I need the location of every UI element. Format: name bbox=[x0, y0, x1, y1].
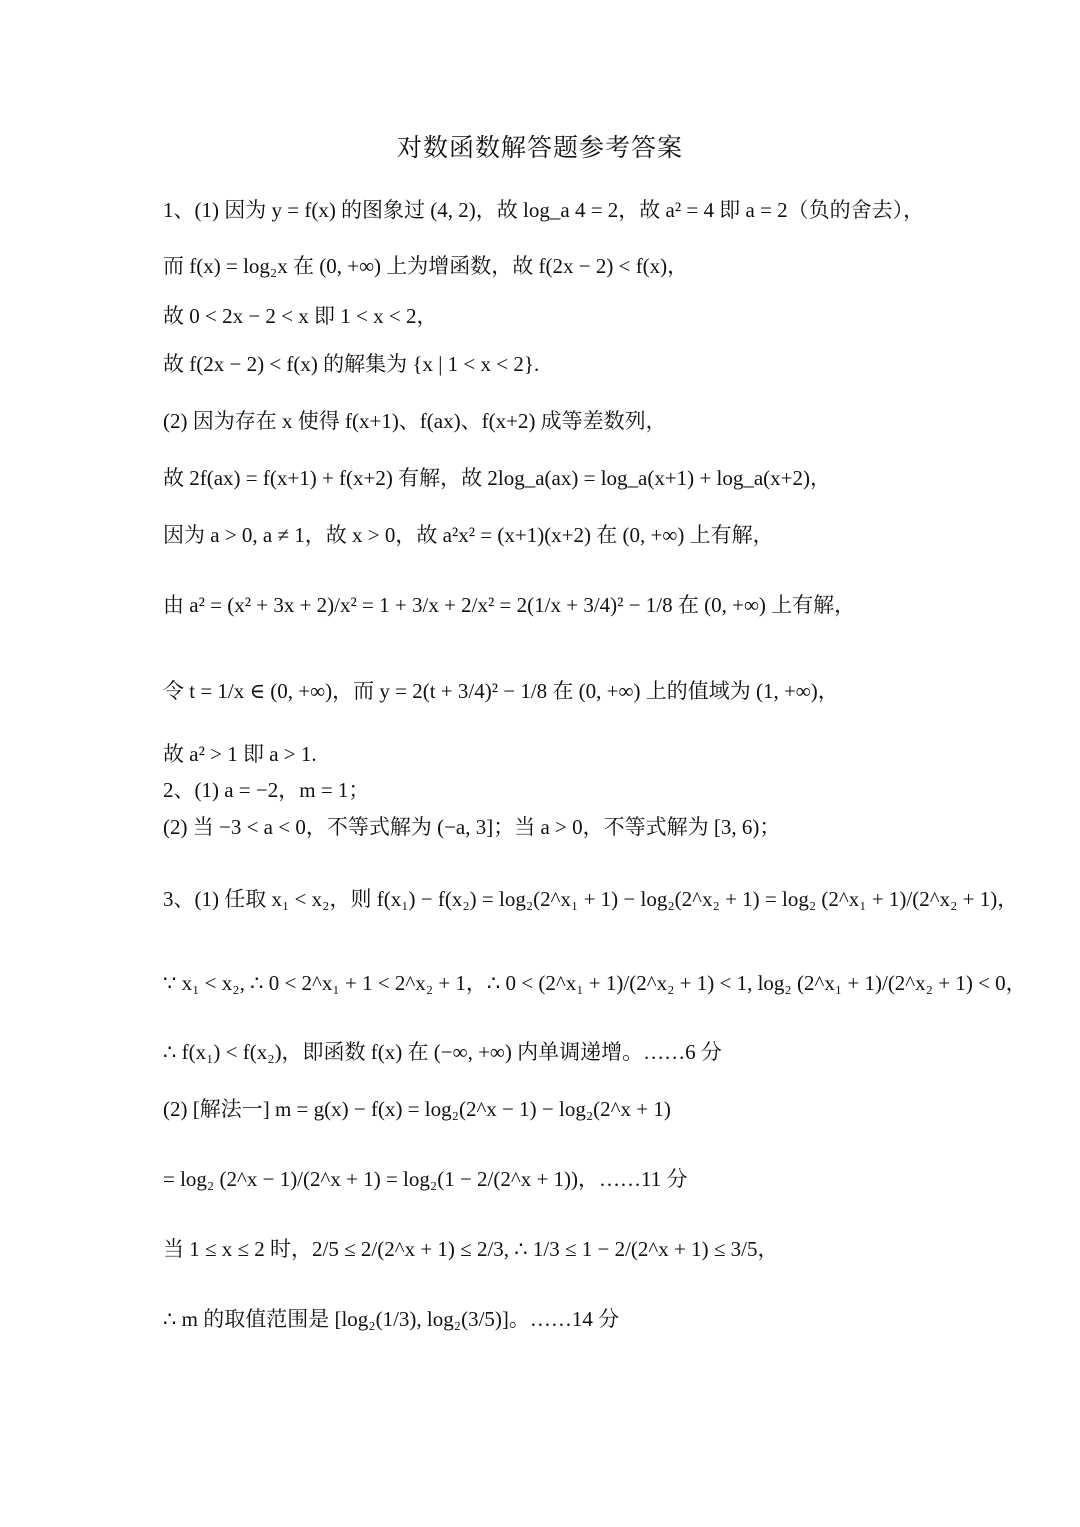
text-line: 1、(1) 因为 y = f(x) 的图象过 (4, 2)，故 log_a 4 = 2，故 a² = 4 即 a = 2（负的舍去）， bbox=[163, 198, 925, 222]
text-line: 2、(1) a = −2，m = 1； bbox=[163, 778, 370, 802]
text-line: 当 1 ≤ x ≤ 2 时，2/5 ≤ 2/(2^x + 1) ≤ 2/3, ∴ 1/3 ≤ 1 − 2/(2^x + 1) ≤ 3/5， bbox=[163, 1237, 779, 1261]
text-line: 因为 a > 0, a ≠ 1，故 x > 0，故 a²x² = (x+1)(x+2) 在 (0, +∞) 上有解， bbox=[163, 523, 774, 547]
text-line: 3、(1) 任取 x₁ < x₂，则 f(x₁) − f(x₂) = log₂(2^x₁ + 1) − log₂(2^x₂ + 1) = log₂ (2^x₁ + 1)/(2^x₂ + 1)， bbox=[163, 887, 1019, 911]
text-line: 故 2f(ax) = f(x+1) + f(x+2) 有解，故 2log_a(ax) = log_a(x+1) + log_a(x+2)， bbox=[163, 466, 832, 490]
text-line: 由 a² = (x² + 3x + 2)/x² = 1 + 3/x + 2/x² = 2(1/x + 3/4)² − 1/8 在 (0, +∞) 上有解， bbox=[163, 593, 856, 617]
text-line: ∴ f(x₁) < f(x₂)，即函数 f(x) 在 (−∞, +∞) 内单调递增。……6 分 bbox=[163, 1040, 722, 1064]
text-line: (2) 因为存在 x 使得 f(x+1)、f(ax)、f(x+2) 成等差数列， bbox=[163, 409, 667, 433]
text-line: 故 a² > 1 即 a > 1. bbox=[163, 742, 317, 766]
page-title: 对数函数解答题参考答案 bbox=[396, 133, 683, 162]
text-line: 故 0 < 2x − 2 < x 即 1 < x < 2， bbox=[163, 304, 438, 328]
text-line: = log₂ (2^x − 1)/(2^x + 1) = log₂(1 − 2/(2^x + 1))，……11 分 bbox=[163, 1167, 688, 1191]
text-line: ∵ x₁ < x₂, ∴ 0 < 2^x₁ + 1 < 2^x₂ + 1，∴ 0 < (2^x₁ + 1)/(2^x₂ + 1) < 1, log₂ (2^x₁ + 1)/(2^x₂ + 1) < 0， bbox=[163, 971, 1027, 995]
text-line: 令 t = 1/x ∈ (0, +∞)，而 y = 2(t + 3/4)² − 1/8 在 (0, +∞) 上的值域为 (1, +∞)， bbox=[163, 679, 839, 703]
text-line: (2) [解法一] m = g(x) − f(x) = log₂(2^x − 1) − log₂(2^x + 1) bbox=[163, 1097, 671, 1121]
text-line: 而 f(x) = log₂x 在 (0, +∞) 上为增函数，故 f(2x − 2) < f(x)， bbox=[163, 254, 689, 278]
text-line: 故 f(2x − 2) < f(x) 的解集为 {x | 1 < x < 2}. bbox=[163, 352, 540, 376]
text-line: (2) 当 −3 < a < 0，不等式解为 (−a, 3]；当 a > 0，不等式解为 [3, 6)； bbox=[163, 815, 781, 839]
text-line: ∴ m 的取值范围是 [log₂(1/3), log₂(3/5)]。……14 分 bbox=[163, 1307, 620, 1331]
